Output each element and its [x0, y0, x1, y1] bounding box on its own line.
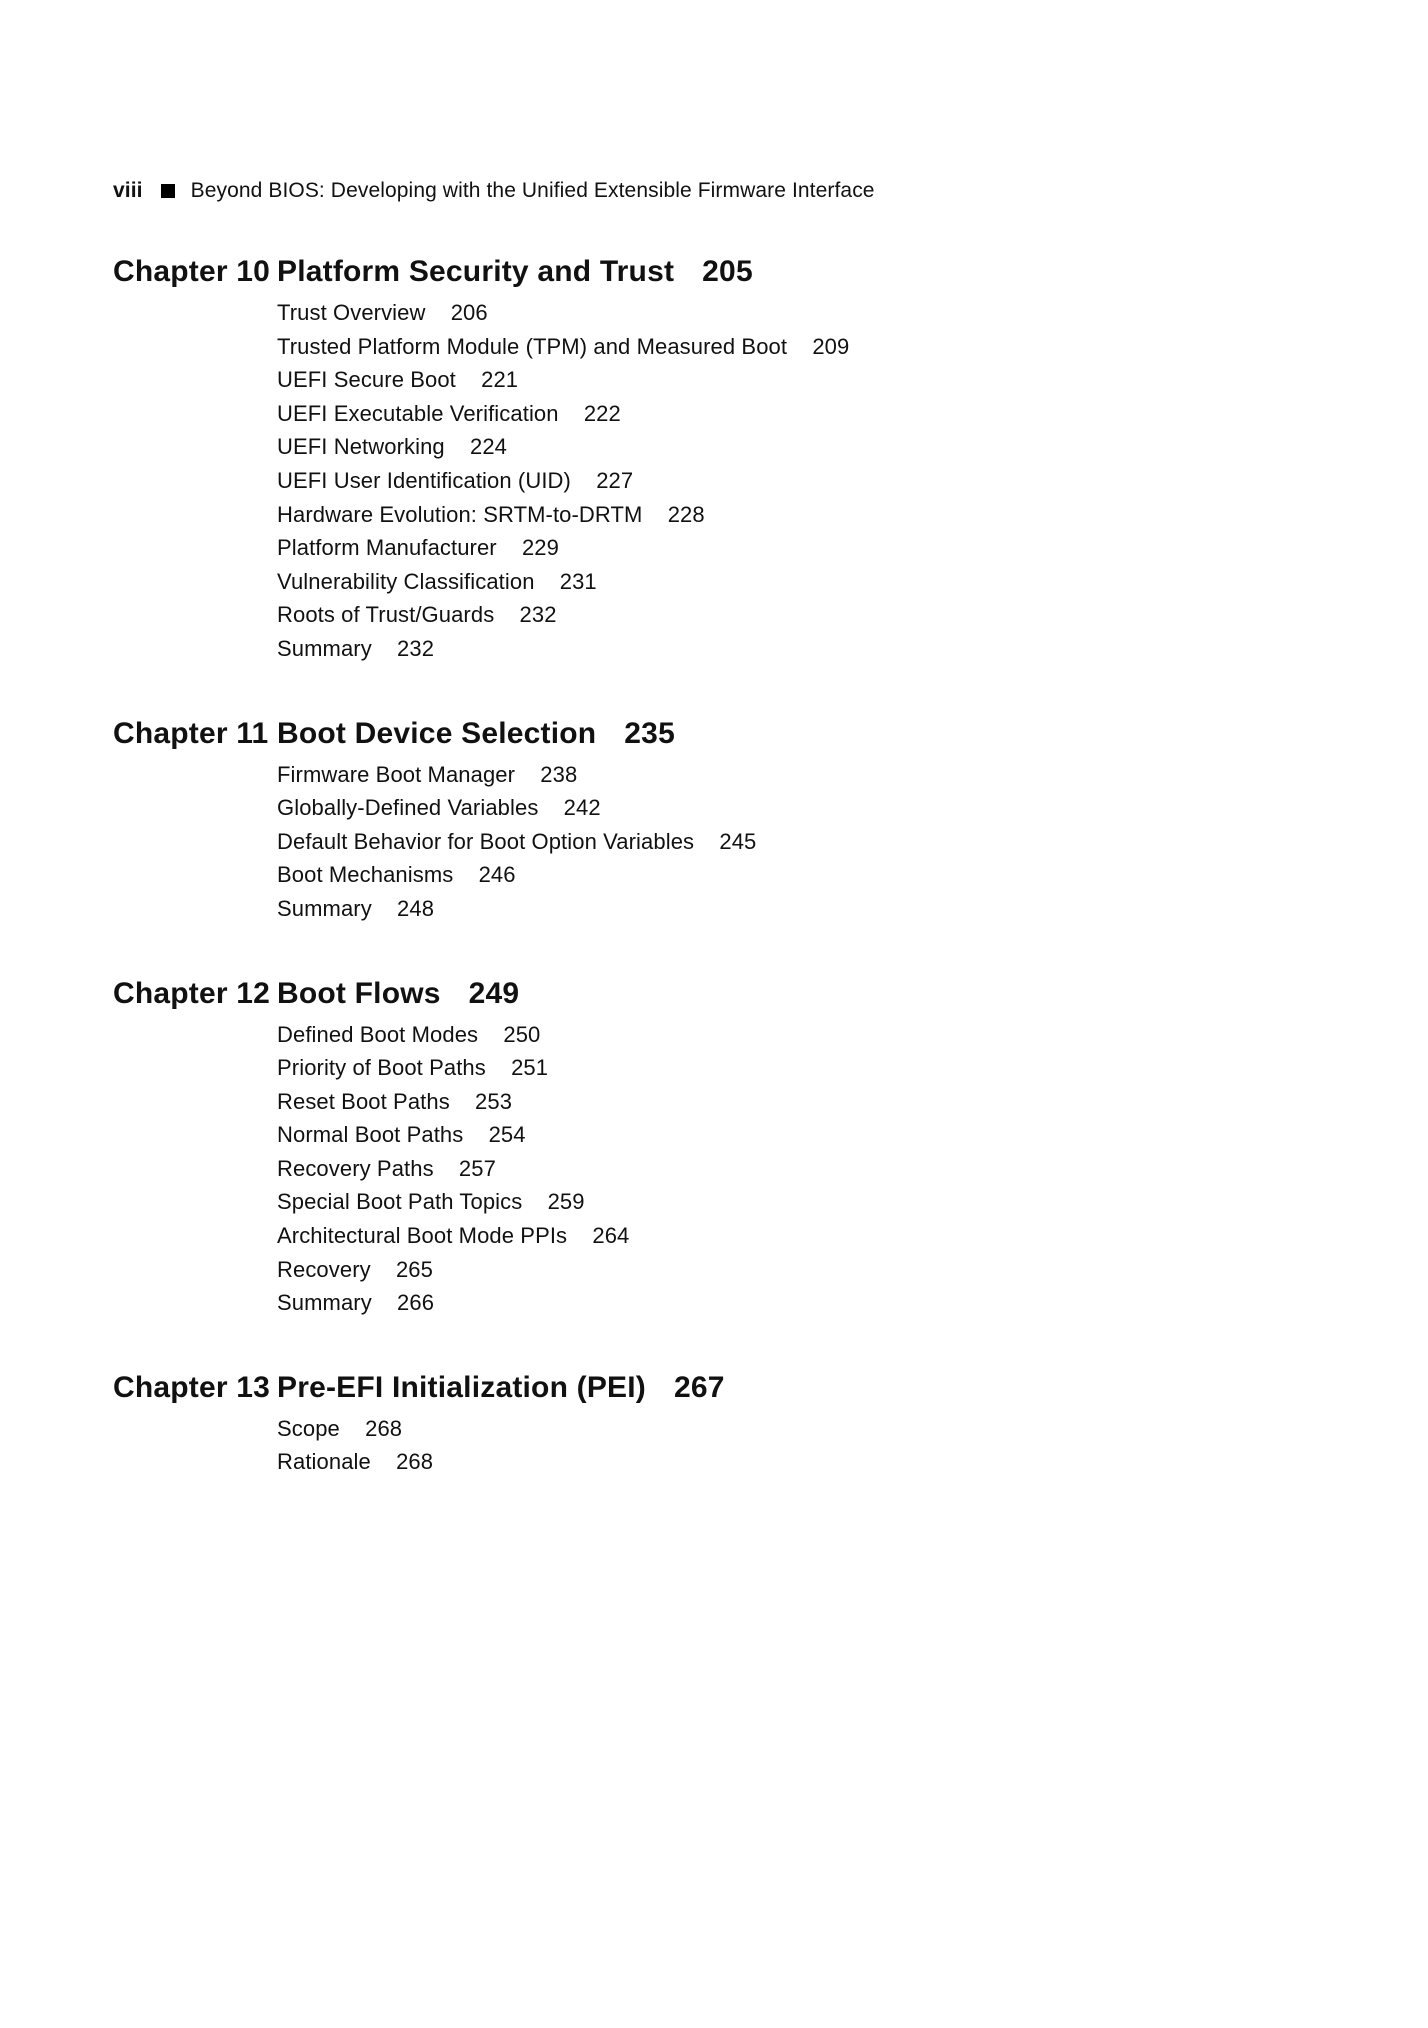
toc-entry-page-number: 228 [667, 501, 705, 527]
toc-entry-title: Priority of Boot Paths [277, 1055, 486, 1081]
toc-entry [277, 1412, 1368, 1446]
running-header [113, 178, 1368, 204]
toc-entry [277, 858, 1368, 892]
toc-entry-page-number: 257 [458, 1155, 496, 1181]
page-number-folio: viii [113, 179, 143, 202]
toc-entry-title: UEFI User Identification (UID) [277, 467, 571, 493]
toc [113, 254, 1368, 1479]
toc-entry-title: UEFI Networking [277, 434, 445, 460]
chapter-number-label: Chapter 13 [113, 1370, 271, 1404]
toc-entry-page-number: 227 [596, 467, 634, 493]
toc-entry [277, 1445, 1368, 1479]
chapter-entries [277, 296, 1368, 666]
toc-entry-title: Rationale [277, 1449, 371, 1475]
toc-entry [277, 464, 1368, 498]
toc-entry [277, 1286, 1368, 1320]
toc-entry-page-number: 251 [511, 1055, 549, 1081]
chapter-heading [113, 976, 1368, 1012]
toc-entry-page-number: 242 [563, 795, 601, 821]
toc-entry [277, 531, 1368, 565]
toc-entry [277, 892, 1368, 926]
toc-entry-title: Recovery Paths [277, 1155, 434, 1181]
toc-entry-page-number: 245 [719, 828, 757, 854]
toc-entry-title: UEFI Secure Boot [277, 367, 456, 393]
toc-entry-page-number: 238 [540, 761, 578, 787]
toc-entry-title: Defined Boot Modes [277, 1021, 479, 1047]
toc-entry-page-number: 206 [450, 300, 488, 325]
toc-entry-page-number: 209 [812, 333, 850, 359]
chapter-number-label: Chapter 10 [113, 255, 271, 288]
chapter-number-label: Chapter 11 [113, 716, 269, 750]
toc-entry-page-number: 224 [470, 434, 508, 460]
toc-entry-page-number: 259 [547, 1189, 585, 1215]
toc-entry [277, 791, 1368, 825]
chapter-title: Boot Device Selection [277, 716, 597, 750]
chapter-heading [113, 716, 1368, 752]
toc-entry-title: Trusted Platform Module (TPM) and Measured Boot [277, 333, 788, 359]
toc-entry-page-number: 232 [519, 602, 557, 628]
toc-entry-page-number: 246 [478, 862, 516, 888]
toc-entry [277, 1018, 1368, 1052]
chapter-heading [113, 254, 1368, 290]
toc-entry-title: Firmware Boot Manager [277, 761, 516, 787]
toc-entry [277, 598, 1368, 632]
toc-entry [277, 1219, 1368, 1253]
chapter-title: Pre-EFI Initialization (PEI) [277, 1370, 646, 1404]
toc-entry [277, 498, 1368, 532]
toc-entry-title: Normal Boot Paths [277, 1122, 464, 1148]
toc-entry [277, 363, 1368, 397]
chapter-entries [277, 758, 1368, 926]
toc-entry-page-number: 254 [488, 1122, 526, 1148]
toc-entry-title: Scope [277, 1415, 340, 1441]
toc-entry-title: Vulnerability Classification [277, 568, 535, 594]
square-bullet-icon [161, 184, 175, 198]
toc-entry-title: Reset Boot Paths [277, 1088, 450, 1114]
toc-entry-title: Default Behavior for Boot Option Variables [277, 828, 695, 854]
toc-entry-page-number: 221 [481, 367, 519, 393]
chapter-page-number: 267 [673, 1370, 725, 1404]
chapter-entries [277, 1412, 1368, 1479]
toc-entry-page-number: 253 [475, 1088, 513, 1114]
toc-entry-title: Summary [277, 1290, 372, 1316]
toc-entry [277, 397, 1368, 431]
toc-entry-page-number: 231 [559, 568, 597, 594]
toc-entry-title: Recovery [277, 1256, 371, 1282]
chapter-heading [113, 1370, 1368, 1406]
toc-entry [277, 330, 1368, 364]
toc-entry-title: Globally-Defined Variables [277, 795, 539, 821]
toc-entry [277, 632, 1368, 666]
toc-entry-title: Trust Overview [277, 300, 426, 325]
toc-chapter [113, 1370, 1368, 1479]
toc-entry-page-number: 229 [521, 535, 559, 561]
toc-entry [277, 1085, 1368, 1119]
toc-entry-page-number: 268 [396, 1449, 434, 1475]
toc-entry [277, 1051, 1368, 1085]
toc-entry-page-number: 266 [397, 1290, 435, 1316]
toc-entry-page-number: 265 [395, 1256, 433, 1282]
toc-entry-title: Special Boot Path Topics [277, 1189, 523, 1215]
toc-chapter [113, 976, 1368, 1320]
toc-entry [277, 1253, 1368, 1287]
chapter-title: Boot Flows [277, 976, 441, 1010]
book-title: Beyond BIOS: Developing with the Unified Extensible Firmware Interface [190, 179, 875, 202]
chapter-number-label: Chapter 12 [113, 976, 271, 1010]
toc-entry [277, 296, 1368, 330]
toc-entry-title: Summary [277, 635, 372, 661]
toc-entry-page-number: 222 [583, 400, 621, 426]
toc-entry [277, 565, 1368, 599]
toc-entry [277, 758, 1368, 792]
toc-entry [277, 1152, 1368, 1186]
toc-entry-title: Hardware Evolution: SRTM-to-DRTM [277, 501, 643, 527]
toc-entry [277, 1118, 1368, 1152]
toc-entry-page-number: 250 [503, 1021, 541, 1047]
toc-entry-page-number: 264 [592, 1223, 630, 1249]
toc-entry [277, 430, 1368, 464]
toc-entry-page-number: 232 [397, 635, 435, 661]
toc-entry-title: Summary [277, 895, 372, 921]
chapter-page-number: 205 [702, 255, 753, 288]
toc-entry-title: Platform Manufacturer [277, 535, 497, 561]
chapter-page-number: 249 [468, 976, 520, 1010]
toc-entry-page-number: 248 [397, 895, 435, 921]
toc-chapter [113, 254, 1368, 666]
toc-entry [277, 825, 1368, 859]
toc-entry-title: Boot Mechanisms [277, 862, 454, 888]
chapter-title: Platform Security and Trust [277, 255, 675, 288]
chapter-entries [277, 1018, 1368, 1320]
toc-entry-page-number: 268 [365, 1415, 403, 1441]
toc-entry-title: UEFI Executable Verification [277, 400, 559, 426]
toc-entry-title: Architectural Boot Mode PPIs [277, 1223, 568, 1249]
chapter-page-number: 235 [624, 716, 675, 750]
toc-entry-title: Roots of Trust/Guards [277, 602, 495, 628]
toc-entry [277, 1185, 1368, 1219]
toc-chapter [113, 716, 1368, 926]
